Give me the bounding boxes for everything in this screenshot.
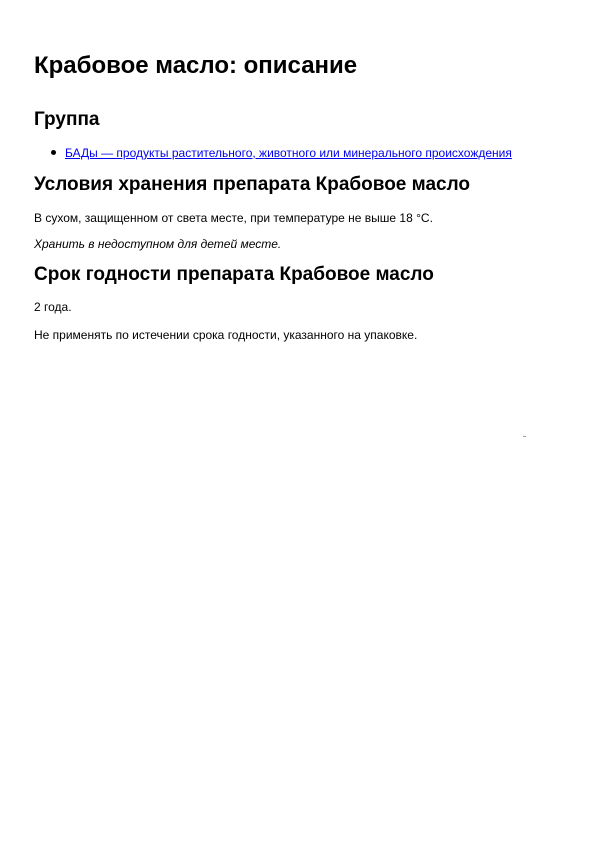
bullet-icon: [51, 150, 56, 155]
storage-note: Хранить в недоступном для детей месте.: [34, 237, 282, 251]
list-item: [34, 144, 561, 162]
page-mark: [523, 436, 526, 437]
page-title: Крабовое масло: описание: [34, 52, 358, 79]
group-link[interactable]: БАДы — продукты растительного, животного или минерального происхождения: [65, 146, 512, 160]
shelf-life-text: 2 года.: [34, 300, 72, 314]
group-list: [34, 144, 561, 162]
shelf-life-heading: Срок годности препарата Крабовое масло: [34, 264, 434, 285]
storage-text: В сухом, защищенном от света месте, при температуре не выше 18 °C.: [34, 211, 433, 225]
group-heading: Группа: [34, 109, 100, 130]
shelf-life-note: Не применять по истечении срока годности, указанного на упаковке.: [34, 328, 418, 342]
storage-heading: Условия хранения препарата Крабовое масло: [34, 174, 471, 195]
